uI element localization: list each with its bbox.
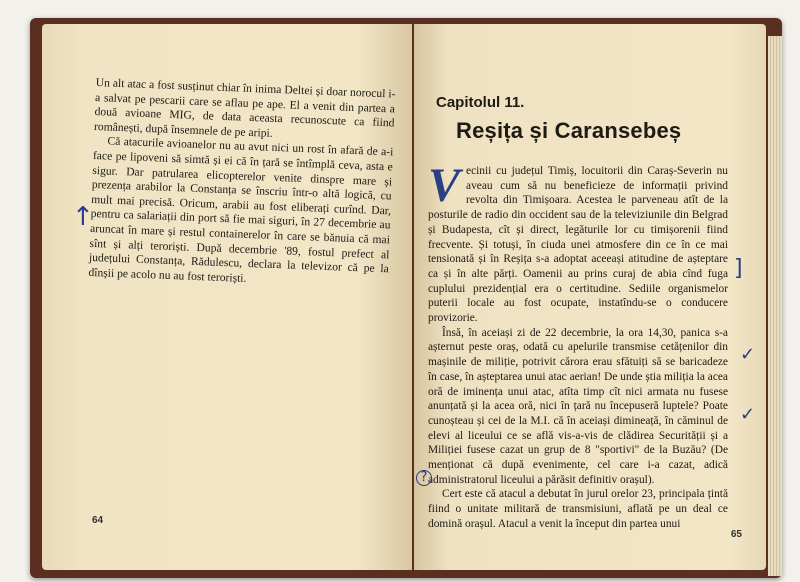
right-page — [414, 24, 766, 570]
margin-arrow-mark: ↑ — [72, 202, 94, 232]
left-page-number: 64 — [92, 515, 104, 526]
left-paragraph-2: Că atacurile avioanelor nu au avut nici un rost în afară de a-i face pe lipoveni să simtă și ei că în țară se întîmplă ceva, asta e sigur. Dar patrularea elicopterelor venite dinspre mare și prezența arabilor la Constanța se înscriu într-o altă logică, cu mult mai precisă. Oricum, arabii au fost eliberați curînd. Dar, pentru ca salariații din port să fie mai siguri, în 27 decembrie au aruncat în mare și restul containerelor în care se bănuia că mai sînt și alți teroriști. După decembrie '89, fostul prefect al județului Constanța, Rădulescu, declara la televizor că pe la dînșii pe acolo nu au fost teroriști. — [88, 134, 394, 285]
right-page-number: 65 — [730, 529, 742, 540]
chapter-label: Capitolul 11. — [436, 94, 525, 111]
margin-bracket-mark: ] — [734, 256, 743, 281]
left-page — [42, 24, 412, 570]
margin-check-mark: ✓ — [740, 344, 756, 365]
question-mark-annotation: ? — [416, 470, 432, 486]
right-page-text — [428, 159, 728, 532]
right-paragraph-3: Cert este că atacul a debutat în jurul orelor 23, principala țintă fiind o unitate militară de transmisiuni, aflată pe un deal ce domină orașul. Atacul a venit la început din partea unui — [428, 488, 728, 530]
chapter-title: Reșița și Caransebeș — [456, 118, 682, 143]
page-edges — [768, 36, 782, 576]
right-paragraph-2: Însă, în aceiași zi de 22 decembrie, la ora 14,30, panica s-a așternut peste oraș, odată cu apelurile transmise cetățenilor din mașinile de miliție, potrivit cărora erau sfătuiți să se baricadeze în case, în așteptarea unui atac aerian! De unde știa miliția la acea oră de iminența unui atac, atîta timp cît nici armata nu fusese anunțată și la acea oră, nici în țară nu începuseră luptele? Poate cunoșteau și cei de la M.I. că în aceiași dimineață, în căminul de elevi al liceului ce se află vis-a-vis de clădirea Securității și a Miliției fusese cazat un grup de 8 "sportivi" de la Buzău? (De menționat că după evenimente, cel care i-a cazat, adică administratorul liceului a părăsit definitiv orașul). — [428, 326, 728, 486]
margin-check-mark-2: ✓ — [740, 404, 756, 425]
left-page-text — [88, 76, 396, 292]
first-paragraph-text: ecinii cu județul Timiș, locuitorii din Caraș-Severin nu aveau cum să nu beneficieze de informații privind revolta din Timișoara. Acestea le parveneau atît de la posturile de radio din occident sau de la televiziunile din Belgrad și Budapesta, cît și direct, legăturile lor cu timișorenii fiind frecvente. Și totuși, în ciuda unei atmosfere din ce în ce mai tensionată și în Reșița s-a adoptat aceeași atitudine de așteptare ca și în alte părți. Oamenii au prins curaj de abia cînd fuga cuplului prezidențial era o certitudine. Sediile organismelor puterii locale au fost ocupate, instatîndu-se o conducere provizorie. — [428, 165, 728, 325]
open-book — [30, 18, 782, 578]
left-paragraph-1: Un alt atac a fost susținut chiar în inima Deltei și doar norocul i-a salvat pe pescarii care se aflau pe ape. El a venit din partea a două avioane MIG, de data aceasta recunoscute ca fiind românești, după însemnele de pe aripi. — [93, 76, 396, 140]
first-paragraph — [428, 159, 728, 326]
drop-cap: V — [428, 159, 461, 212]
